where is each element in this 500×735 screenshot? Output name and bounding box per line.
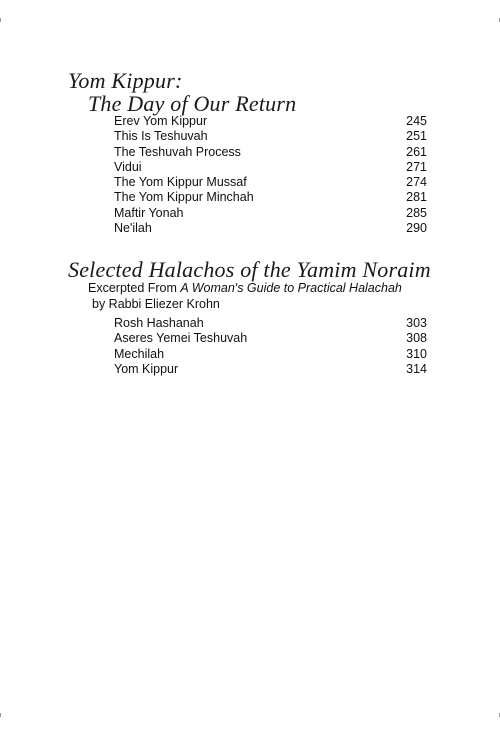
toc-entry-label: Mechilah — [114, 346, 165, 361]
toc-entry-page: 285 — [406, 205, 427, 220]
toc-entry-label: Yom Kippur — [114, 361, 179, 376]
toc-entry-label: Vidui — [114, 159, 142, 174]
toc-entry-page: 314 — [406, 361, 427, 376]
toc-entry-page: 274 — [406, 175, 427, 190]
toc-entry-page: 310 — [406, 346, 427, 361]
toc-entry[interactable] — [114, 114, 427, 129]
toc-entry-label: Ne'ilah — [114, 221, 152, 236]
toc-entry-page: 271 — [406, 159, 427, 174]
crop-mark — [0, 18, 1, 22]
toc-entry-label: The Yom Kippur Minchah — [114, 190, 254, 205]
toc-entry-page: 281 — [406, 190, 427, 205]
toc-entry[interactable] — [114, 175, 427, 190]
section-subtitle-day-of-return: The Day of Our Return — [88, 91, 297, 116]
toc-entry-page: 261 — [406, 144, 427, 159]
excerpt-author: by Rabbi Eliezer Krohn — [92, 297, 220, 311]
toc-entry-label: Aseres Yemei Teshuvah — [114, 331, 248, 346]
toc-entry-label: Erev Yom Kippur — [114, 114, 208, 128]
excerpt-prefix: Excerpted From — [88, 281, 181, 295]
toc-entry[interactable] — [114, 347, 427, 362]
toc-entry-page: 245 — [406, 114, 427, 128]
toc-entry[interactable] — [114, 206, 427, 221]
toc-entry[interactable] — [114, 160, 427, 175]
excerpt-note — [88, 281, 402, 296]
toc-entry[interactable] — [114, 129, 427, 144]
toc-entry-page: 290 — [406, 221, 427, 236]
toc-entry-label: The Yom Kippur Mussaf — [114, 175, 247, 190]
toc-entry-label: The Teshuvah Process — [114, 144, 241, 159]
toc-entry[interactable] — [114, 190, 427, 205]
toc-entry-page: 308 — [406, 331, 427, 346]
section-title-yom-kippur: Yom Kippur: — [68, 68, 183, 93]
toc-list-halachos — [114, 316, 427, 377]
section-title-selected-halachos: Selected Halachos of the Yamim Noraim — [68, 257, 431, 282]
toc-entry-label: Rosh Hashanah — [114, 316, 204, 330]
toc-entry-page: 303 — [406, 316, 427, 330]
toc-entry-page: 251 — [406, 129, 427, 144]
toc-entry[interactable] — [114, 316, 427, 331]
excerpt-book-title: A Woman's Guide to Practical Halachah — [180, 281, 402, 295]
crop-mark — [0, 713, 1, 717]
toc-entry[interactable] — [114, 331, 427, 346]
toc-entry[interactable] — [114, 145, 427, 160]
toc-list-yom-kippur — [114, 114, 427, 236]
toc-entry[interactable] — [114, 362, 427, 377]
toc-entry-label: This Is Teshuvah — [114, 129, 208, 144]
toc-entry-label: Maftir Yonah — [114, 205, 184, 220]
toc-entry[interactable] — [114, 221, 427, 236]
